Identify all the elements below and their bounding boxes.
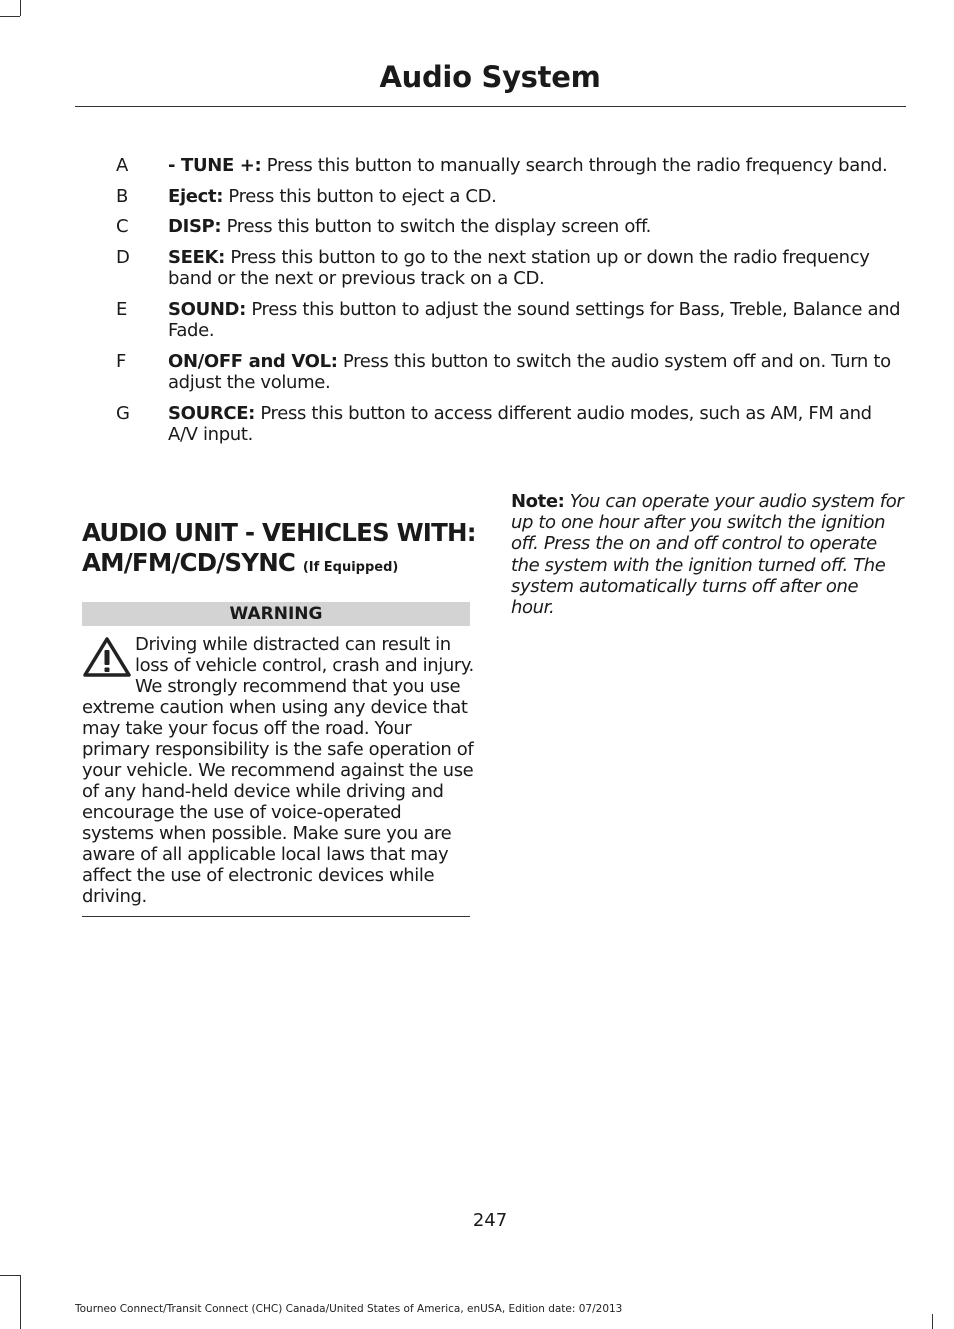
note (511, 491, 906, 618)
definition-term: SEEK: (168, 246, 225, 268)
warning-text: Driving while distracted can result in loss of vehicle control, crash and injury. We strongly recommend that you use extreme caution when using any device that may take your focus off the road. Your primary responsibility is the safe operation of your vehicle. We recommend against the use of any hand-held device while driving and encourage the use of voice-operated systems when possible. Make sure you are aware of all applicable local laws that may affect the use of electronic devices while driving. (82, 634, 474, 907)
definition-description: Press this button to access different audio modes, such as AM, FM and A/V input. (168, 402, 872, 445)
definition-text (168, 186, 905, 208)
warning-divider (82, 916, 470, 917)
crop-mark (932, 1314, 933, 1329)
crop-mark (0, 1275, 20, 1276)
definition-item (75, 247, 905, 290)
definition-letter: E (116, 298, 128, 320)
definition-item (75, 186, 905, 208)
definition-text (168, 247, 905, 290)
definition-text (168, 155, 905, 177)
definition-term: DISP: (168, 216, 222, 237)
definition-term: Eject: (168, 185, 224, 207)
definition-letter: A (116, 155, 129, 176)
note-text: You can operate your audio system for up to one hour after you switch the ignition off. Press the on and off control to operate the system with the ignition turned off. The system automatically turns off after one hour. (511, 491, 904, 619)
crop-mark (0, 16, 20, 17)
definition-item (75, 351, 905, 394)
definition-item (75, 299, 905, 342)
definition-letter: G (116, 402, 130, 424)
definition-text (168, 351, 905, 394)
definition-letter: F (116, 350, 127, 372)
definition-letter: C (116, 216, 129, 237)
crop-mark (20, 1275, 21, 1329)
page-title: Audio System (379, 60, 601, 94)
definition-list (75, 155, 905, 455)
definition-description: Press this button to switch the audio system off and on. Turn to adjust the volume. (168, 350, 891, 393)
section-heading-line2 (82, 548, 477, 583)
definition-letter: D (116, 246, 130, 268)
header-divider (75, 106, 906, 107)
definition-description: Press this button to switch the display screen off. (221, 216, 652, 237)
note-label: Note: (511, 491, 565, 512)
definition-term: SOURCE: (168, 402, 255, 424)
definition-text (168, 403, 905, 446)
section-heading-qualifier: (If Equipped) (302, 560, 399, 575)
definition-letter: B (116, 185, 129, 207)
definition-description: Press this button to adjust the sound settings for Bass, Treble, Balance and Fade. (168, 298, 901, 341)
definition-item (75, 403, 905, 446)
definition-term: SOUND: (168, 298, 246, 320)
page-number: 247 (472, 1210, 508, 1231)
definition-item (75, 155, 905, 177)
crop-mark (20, 0, 21, 16)
definition-term: - TUNE +: (168, 155, 262, 176)
definition-text (168, 299, 905, 342)
section-heading (82, 518, 477, 583)
warning-title: WARNING (82, 602, 470, 626)
warning-body (82, 634, 474, 907)
section-heading-line1: AUDIO UNIT - VEHICLES WITH: (82, 518, 476, 547)
definition-term: ON/OFF and VOL: (168, 350, 338, 372)
definition-text (168, 216, 905, 238)
icon-spacer (82, 634, 135, 697)
footer-text: Tourneo Connect/Transit Connect (CHC) Canada/United States of America, enUSA, Edition date: 07/2013 (75, 1303, 623, 1315)
section-heading-main: AM/FM/CD/SYNC (82, 548, 296, 577)
definition-description: Press this button to go to the next station up or down the radio frequency band or the next or previous track on a CD. (168, 246, 870, 289)
definition-description: Press this button to manually search through the radio frequency band. (261, 155, 888, 176)
definition-description: Press this button to eject a CD. (223, 185, 497, 207)
definition-item (75, 216, 905, 238)
